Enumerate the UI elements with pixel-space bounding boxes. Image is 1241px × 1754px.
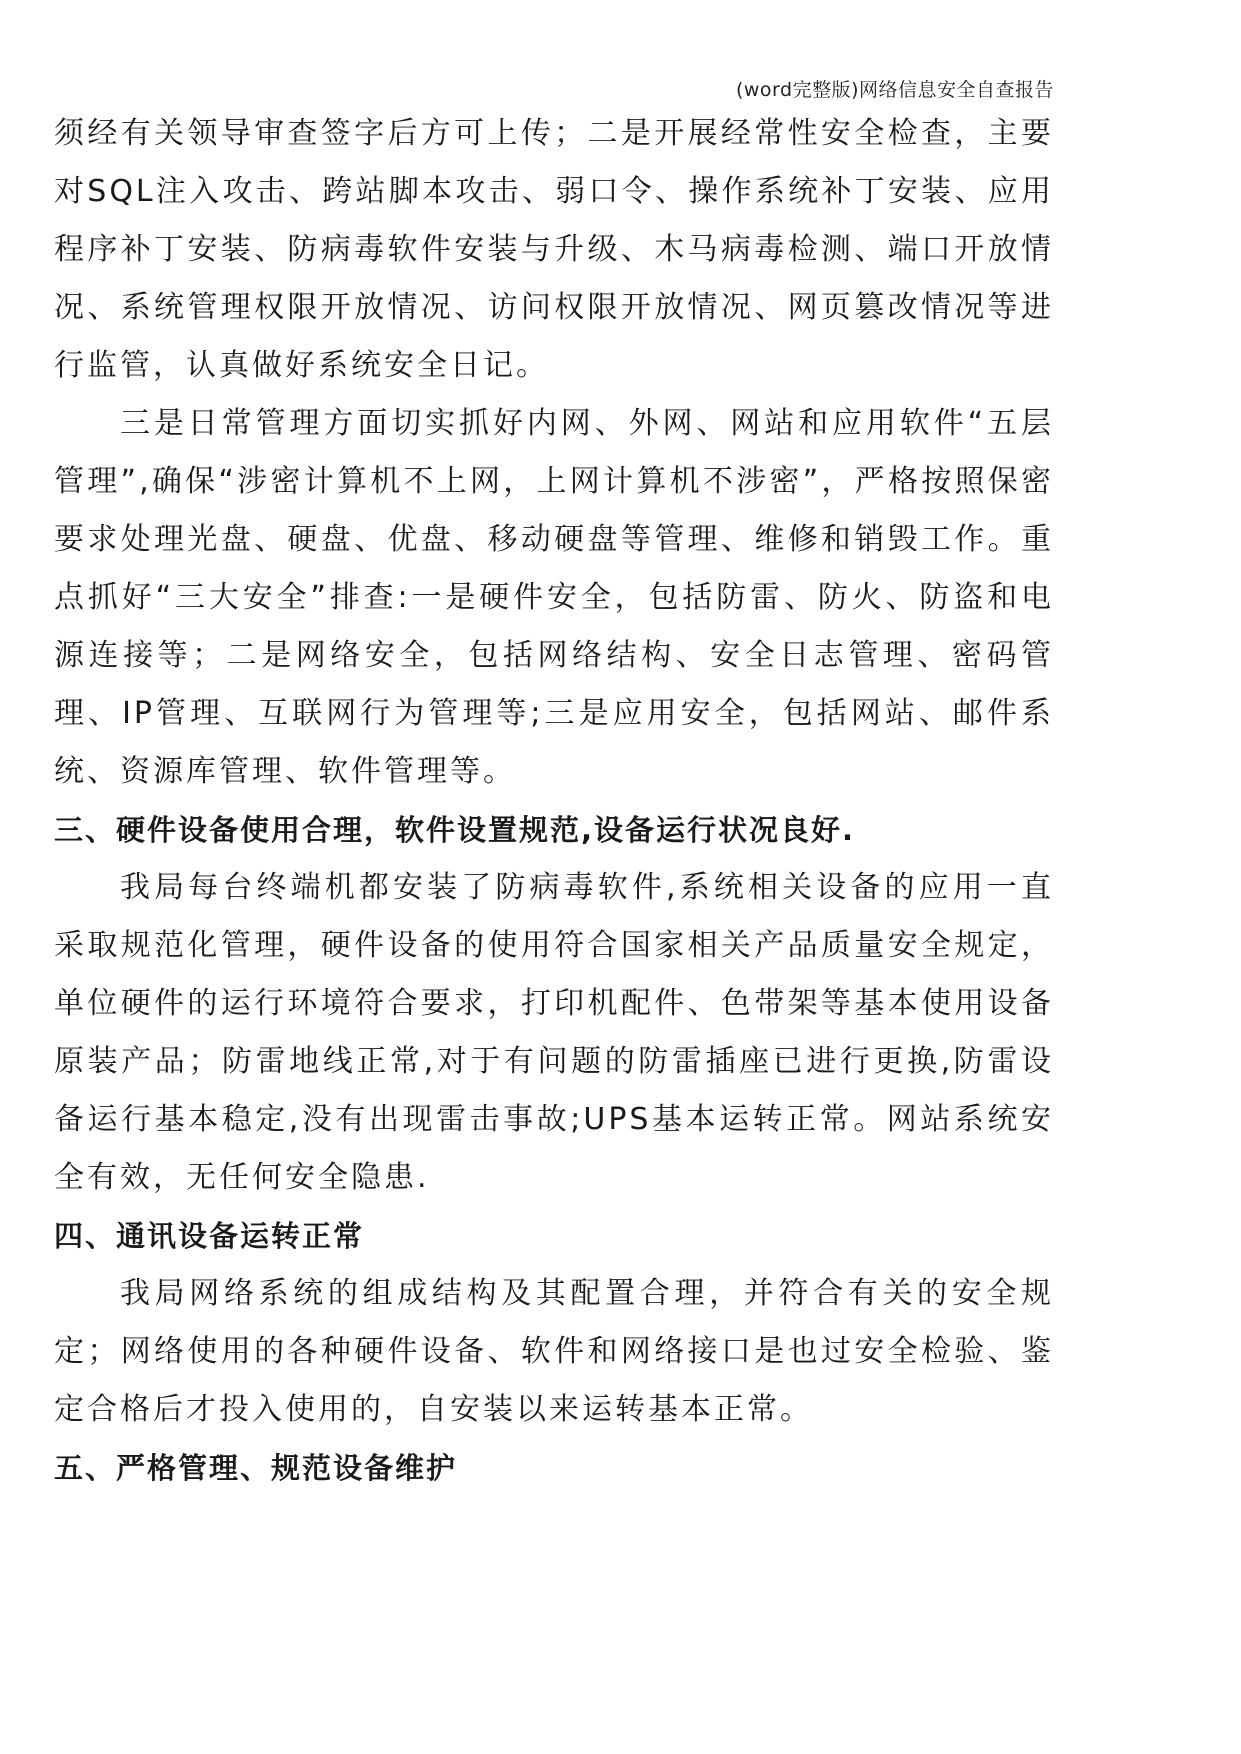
section-heading-hardware: 三、硬件设备使用合理，软件设置规范,设备运行状况良好. [54, 813, 856, 847]
section-heading-maintenance: 五、严格管理、规范设备维护 [54, 1451, 458, 1485]
section-heading-communication: 四、通讯设备运转正常 [54, 1219, 365, 1253]
paragraph-daily-management: 三是日常管理方面切实抓好内网、外网、网站和应用软件“五层管理”,确保“涉密计算机不上网，上网计算机不涉密”，严格按照保密要求处理光盘、硬盘、优盘、移动硬盘等管理、维修和销毁工作。重点抓好“三大安全”排查:一是硬件安全，包括防雷、防火、防盗和电源连接等；二是网络安全，包括网络结构、安全日志管理、密码管理、IP管理、互联网行为管理等;三是应用安全，包括网站、邮件系统、资源库管理、软件管理等。 [54, 406, 1054, 789]
paragraph-security-checks: 须经有关领导审查签字后方可上传；二是开展经常性安全检查，主要对SQL注入攻击、跨站脚本攻击、弱口令、操作系统补丁安装、应用程序补丁安装、防病毒软件安装与升级、木马病毒检测、端口开放情况、系统管理权限开放情况、访问权限开放情况、网页篡改情况等进行监管，认真做好系统安全日记。 [54, 116, 1054, 383]
running-header: (word完整版)网络信息安全自查报告 [735, 79, 1054, 101]
paragraph-hardware: 我局每台终端机都安装了防病毒软件,系统相关设备的应用一直采取规范化管理，硬件设备的使用符合国家相关产品质量安全规定，单位硬件的运行环境符合要求，打印机配件、色带架等基本使用设备原装产品；防雷地线正常,对于有问题的防雷插座已进行更换,防雷设备运行基本稳定,没有出现雷击事故;UPS基本运转正常。网站系统安全有效，无任何安全隐患. [54, 870, 1054, 1195]
paragraph-communication: 我局网络系统的组成结构及其配置合理，并符合有关的安全规定；网络使用的各种硬件设备、软件和网络接口是也过安全检验、鉴定合格后才投入使用的，自安装以来运转基本正常。 [54, 1276, 1054, 1427]
document-body [54, 105, 1054, 1497]
